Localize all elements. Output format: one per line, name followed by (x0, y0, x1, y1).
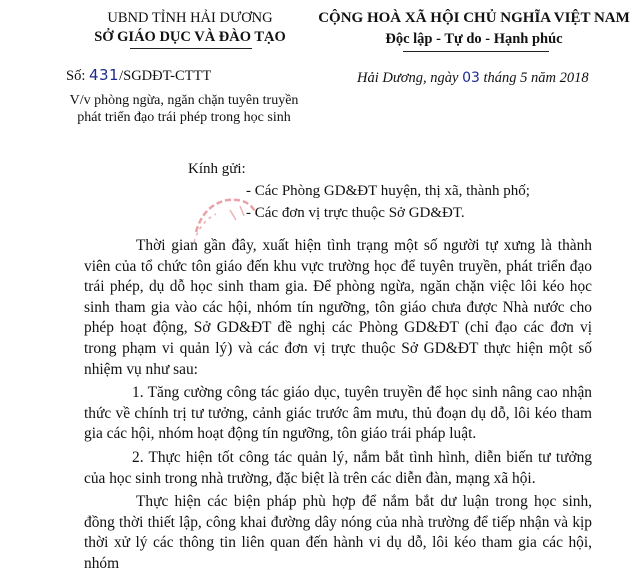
national-motto: Độc lập - Tự do - Hạnh phúc (385, 31, 563, 47)
place-date-suffix: tháng 5 năm 2018 (479, 70, 589, 86)
header-divider-left (130, 48, 252, 49)
body-intro-paragraph: Thời gian gần đây, xuất hiện tình trạng một số người tự xưng là thành viên của tổ chức tôn giáo đến khu vực trường học để tuyên truyền, phát triển đạo trái phép, dụ dỗ học sinh tham gia. Để phòng ngừa, ngăn chặn việc lôi kéo học sinh tham gia vào các hội, nhóm tín ngưỡng, tôn giáo chưa được Nhà nước cho phép hoạt động, Sở GD&ĐT đề nghị các Phòng GD&ĐT (chỉ đạo các đơn vị trong phạm vi quản lý) và các đơn vị trực thuộc Sở GD&ĐT thực hiện một số nhiệm vụ như sau: (84, 237, 592, 378)
handwritten-number: 431 (88, 66, 120, 84)
greeting: Kính gửi: (188, 161, 246, 177)
issuing-department: SỞ GIÁO DỤC VÀ ĐÀO TẠO (94, 29, 286, 45)
issuing-authority: UBND TỈNH HẢI DƯƠNG (107, 10, 273, 26)
document-body (84, 236, 592, 578)
place-and-date (357, 70, 589, 87)
handwritten-day: 03 (462, 70, 480, 86)
body-item-3: Thực hiện các biện pháp phù hợp để nắm bắt dư luận trong học sinh, đồng thời thiết lập, công khai đường dây nóng của nhà trường để tiếp nhận và kịp thời xử lý các thông tin liên quan đến hành vi dụ dỗ, lôi kéo tham gia các hội, nhóm (84, 493, 592, 572)
body-item-1: 1. Tăng cường công tác giáo dục, tuyên truyền để học sinh nâng cao nhận thức về chính trị tư tưởng, cảnh giác trước âm mưu, thủ đoạn dụ dỗ, lôi kéo tham gia các hội, nhóm hoạt động tín ngưỡng, tôn giáo trái pháp luật. (84, 384, 592, 443)
national-title: CỘNG HOÀ XÃ HỘI CHỦ NGHĨA VIỆT NAM (318, 10, 630, 26)
recipient-item: - Các đơn vị trực thuộc Sở GD&ĐT. (246, 205, 465, 221)
document-subject: V/v phòng ngừa, ngăn chặn tuyên truyền phát triển đạo trái phép trong học sinh (69, 93, 299, 125)
place-date-prefix: Hải Dương, ngày (357, 70, 463, 86)
header-divider-right (403, 51, 549, 52)
document-number-suffix: /SGDĐT-CTTT (119, 68, 212, 84)
recipient-item: - Các Phòng GD&ĐT huyện, thị xã, thành phố; (246, 183, 530, 199)
document-number (66, 66, 211, 85)
document-number-prefix: Số: (66, 68, 89, 84)
body-item-2: 2. Thực hiện tốt công tác quản lý, nắm bắt tình hình, diễn biến tư tưởng của học sinh trong nhà trường, đặc biệt là trên các diễn đàn, mạng xã hội. (84, 448, 592, 487)
